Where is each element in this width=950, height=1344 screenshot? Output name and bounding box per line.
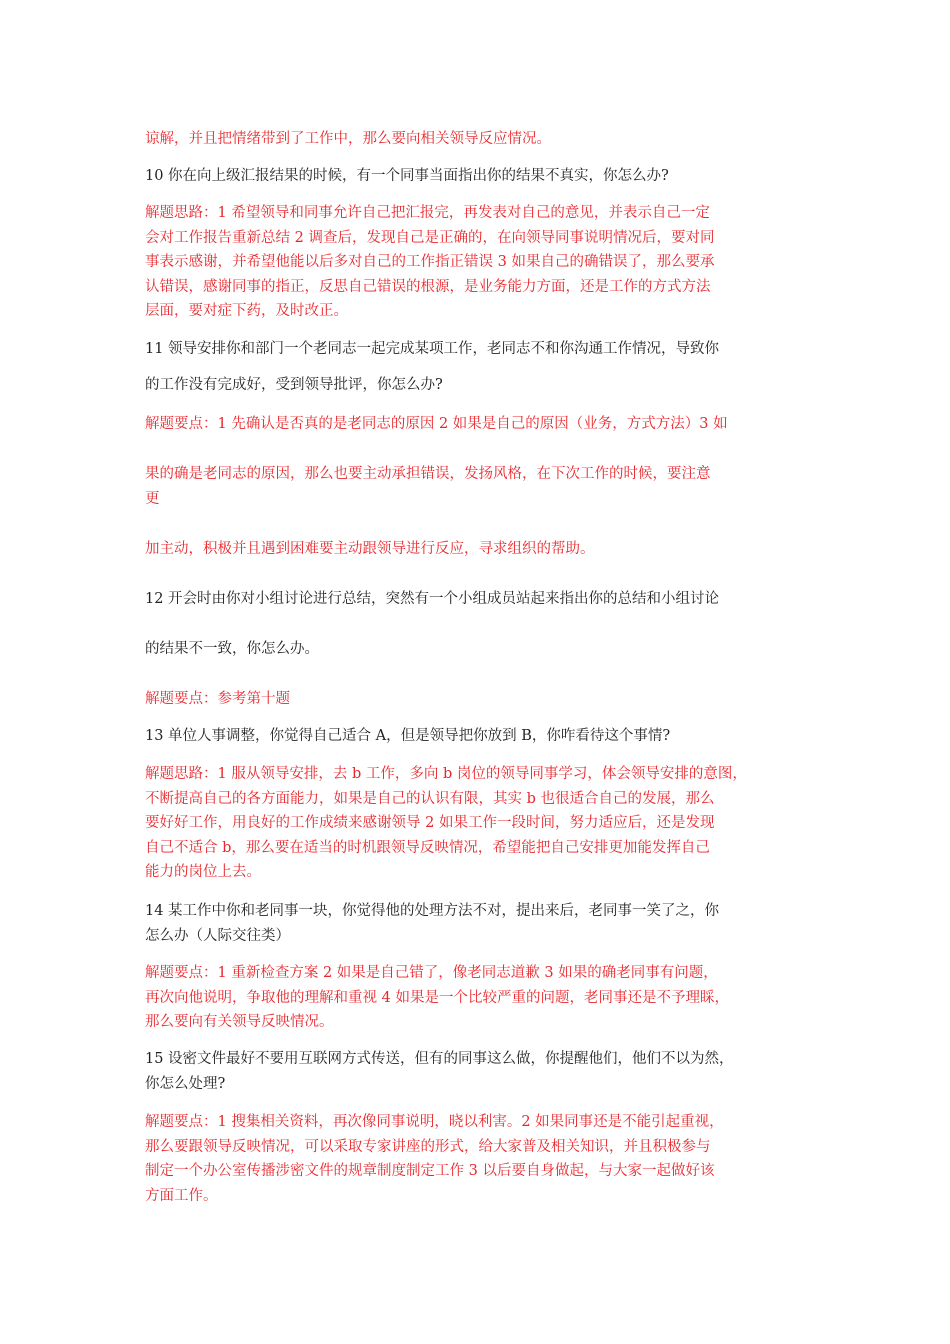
text-line: 认错误，感谢同事的指正，反思自己错误的根源，是业务能力方面，还是工作的方式方法 <box>145 278 711 295</box>
text-line: 能力的岗位上去。 <box>145 864 261 880</box>
text-line: 解题思路：1 希望领导和同事允许自己把汇报完，再发表对自己的意见，并表示自己一定 <box>145 205 710 221</box>
text-line: 的结果不一致，你怎么办。 <box>145 641 319 657</box>
answer-11-part-1 <box>145 412 813 437</box>
text-line: 层面，要对症下药，及时改正。 <box>145 303 348 319</box>
text-line: 制定一个办公室传播涉密文件的规章制度制定工作 3 以后要自身做起，与大家一起做好该 <box>145 1163 715 1179</box>
text-line: 怎么办（人际交往类） <box>145 927 290 944</box>
answer-9-end <box>145 127 813 152</box>
question-11-line-2 <box>145 373 813 398</box>
text-line: 15 设密文件最好不要用互联网方式传送，但有的同事这么做，你提醒他们，他们不以为然， <box>145 1051 734 1067</box>
question-13 <box>145 724 813 749</box>
text-line: 13 单位人事调整，你觉得自己适合 A，但是领导把你放到 B，你咋看待这个事情? <box>145 728 671 744</box>
text-line: 方面工作。 <box>145 1187 218 1204</box>
text-line: 自己不适合 b，那么要在适当的时机跟领导反映情况，希望能把自己安排更加能发挥自己 <box>145 839 710 856</box>
text-line: 解题思路：1 服从领导安排，去 b 工作，多向 b 岗位的领导同事学习，体会领导安排的意图， <box>145 766 747 782</box>
answer-13 <box>145 762 813 885</box>
text-line: 事表示感谢，并希望他能以后多对自己的工作指正错误 3 如果自己的确错误了，那么要承 <box>145 254 715 270</box>
text-line: 那么要向有关领导反映情况。 <box>145 1014 334 1030</box>
text-line: 12 开会时由你对小组讨论进行总结，突然有一个小组成员站起来指出你的总结和小组讨论 <box>145 591 720 607</box>
answer-10 <box>145 201 813 324</box>
question-12-line-1 <box>145 587 813 612</box>
question-10 <box>145 164 813 189</box>
text-line: 加主动，积极并且遇到困难要主动跟领导进行反应，寻求组织的帮助。 <box>145 541 595 557</box>
text-line: 会对工作报告重新总结 2 调查后，发现自己是正确的，在向领导同事说明情况后，要对同 <box>145 229 715 246</box>
question-12-line-2 <box>145 637 813 662</box>
text-line: 解题要点：1 重新检查方案 2 如果是自己错了，像老同志道歉 3 如果的确老同事有问题， <box>145 965 718 981</box>
text-line: 的工作没有完成好，受到领导批评，你怎么办? <box>145 377 443 393</box>
text-line: 你怎么处理? <box>145 1075 226 1092</box>
text-line: 解题要点：1 搜集相关资料，再次像同事说明，晓以利害。2 如果同事还是不能引起重视， <box>145 1114 724 1130</box>
answer-15 <box>145 1110 813 1208</box>
question-11-line-1 <box>145 337 813 362</box>
text-line: 解题要点：参考第十题 <box>145 691 290 707</box>
answer-11-part-2 <box>145 462 813 511</box>
text-line: 10 你在向上级汇报结果的时候，有一个同事当面指出你的结果不真实，你怎么办? <box>145 168 669 184</box>
text-line: 更 <box>145 490 160 507</box>
answer-12 <box>145 687 813 712</box>
text-line: 那么要跟领导反映情况，可以采取专家讲座的形式，给大家普及相关知识，并且积极参与 <box>145 1138 711 1155</box>
text-line: 再次向他说明，争取他的理解和重视 4 如果是一个比较严重的问题，老同事还是不予理睬， <box>145 989 729 1006</box>
question-14 <box>145 899 813 948</box>
answer-11-part-3 <box>145 537 813 562</box>
text-line: 要好好工作，用良好的工作成绩来感谢领导 2 如果工作一段时间，努力适应后，还是发现 <box>145 815 715 831</box>
question-15 <box>145 1047 813 1096</box>
text-line: 不断提高自己的各方面能力，如果是自己的认识有限，其实 b 也很适合自己的发展，那么 <box>145 790 715 807</box>
text-line: 解题要点：1 先确认是否真的是老同志的原因 2 如果是自己的原因（业务，方式方法）3 如 <box>145 416 728 432</box>
answer-14 <box>145 961 813 1035</box>
text-line: 11 领导安排你和部门一个老同志一起完成某项工作，老同志不和你沟通工作情况，导致你 <box>145 341 720 357</box>
text-line: 14 某工作中你和老同事一块，你觉得他的处理方法不对，提出来后，老同事一笑了之，你 <box>145 903 720 919</box>
text-line: 谅解，并且把情绪带到了工作中，那么要向相关领导反应情况。 <box>145 131 551 147</box>
text-line: 果的确是老同志的原因，那么也要主动承担错误，发扬风格，在下次工作的时候，要注意 <box>145 466 711 482</box>
